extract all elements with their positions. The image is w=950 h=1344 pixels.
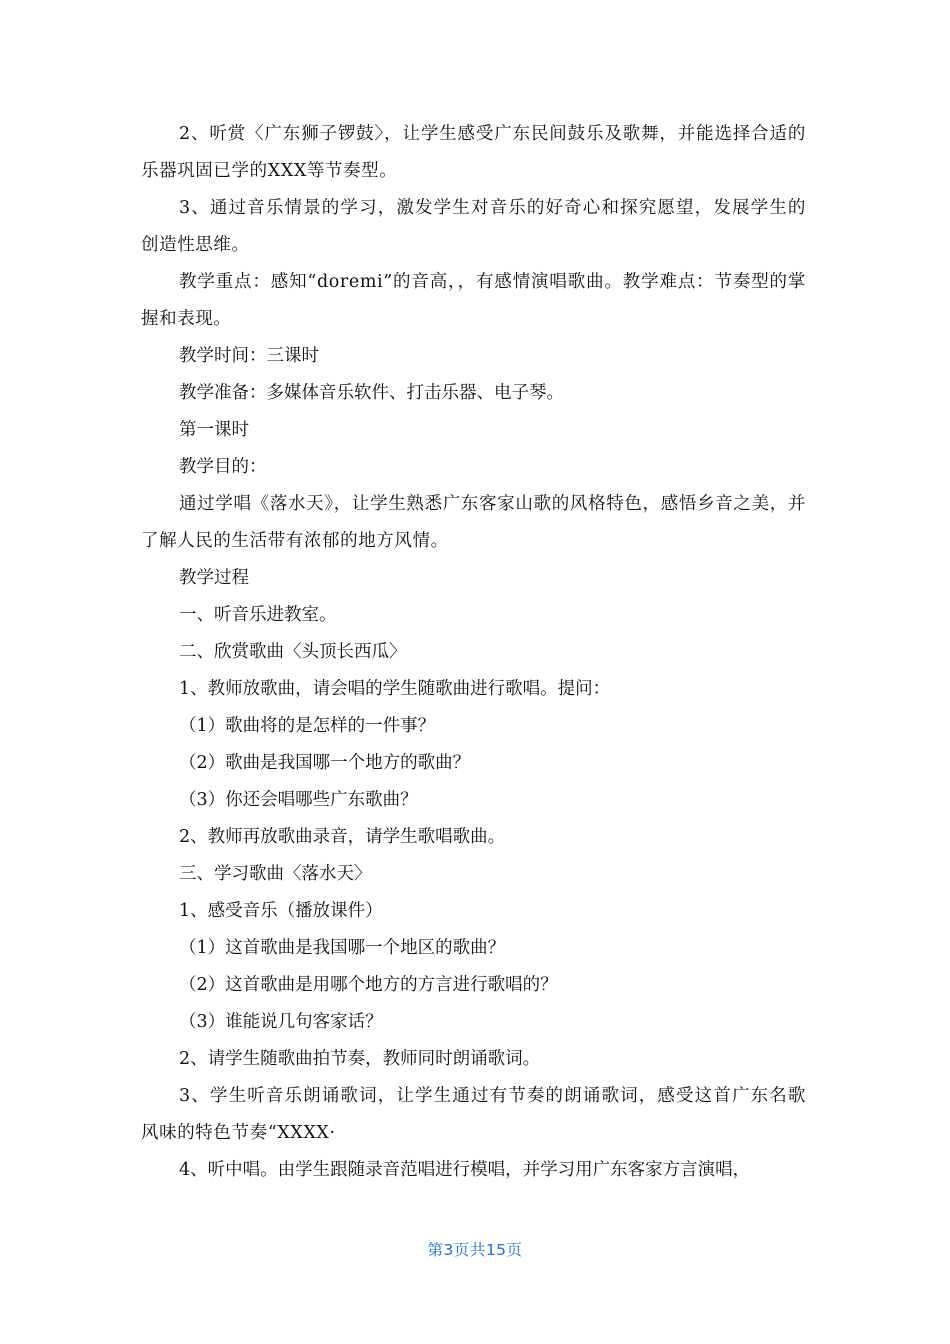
paragraph-teaching-focus: 教学重点：感知“doremi”的音高，，有感情演唱歌曲。教学难点：节奏型的掌握和表现。 <box>141 272 806 329</box>
paragraph-teaching-goal: 通过学唱《落水天》，让学生熟悉广东客家山歌的风格特色，感悟乡音之美，并了解人民的生活带有浓郁的地方风情。 <box>141 494 806 551</box>
paragraph-step-three: 三、学习歌曲〈落水天〉 <box>179 864 372 884</box>
paragraph-listen-lion-drums: 2、听赏〈广东狮子锣鼓〉，让学生感受广东民间鼓乐及歌舞，并能选择合适的乐器巩固已学的XXX等节奏型。 <box>141 124 806 181</box>
paragraph-teaching-process: 教学过程 <box>179 568 249 588</box>
paragraph-music-scene-learning: 3、通过音乐情景的学习，激发学生对音乐的好奇心和探究愿望，发展学生的创造性思维。 <box>141 198 806 255</box>
paragraph-step-two-2: 2、教师再放歌曲录音，请学生歌唱歌曲。 <box>179 827 506 847</box>
paragraph-step-two-1: 1、教师放歌曲，请会唱的学生随歌曲进行歌唱。提问： <box>179 679 611 699</box>
paragraph-region-question-2: （2）这首歌曲是用哪个地方的方言进行歌唱的？ <box>179 975 558 995</box>
paragraph-step-three-4: 4、听中唱。由学生跟随录音范唱进行模唱，并学习用广东客家方言演唱， <box>179 1160 751 1180</box>
paragraph-teaching-time: 教学时间：三课时 <box>179 346 319 366</box>
paragraph-step-three-1: 1、感受音乐（播放课件） <box>179 901 383 921</box>
paragraph-teaching-prep: 教学准备：多媒体音乐软件、打击乐器、电子琴。 <box>179 383 564 403</box>
document-body <box>141 116 806 1189</box>
paragraph-region-question-1: （1）这首歌曲是我国哪一个地区的歌曲？ <box>179 938 506 958</box>
paragraph-region-question-3: （3）谁能说几句客家话？ <box>179 1012 383 1032</box>
paragraph-teaching-goal-heading: 教学目的： <box>179 457 267 477</box>
paragraph-question-2: （2）歌曲是我国哪一个地方的歌曲？ <box>179 753 471 773</box>
paragraph-step-one: 一、听音乐进教室。 <box>179 605 337 625</box>
paragraph-first-lesson: 第一课时 <box>179 420 249 440</box>
paragraph-step-three-2: 2、请学生随歌曲拍节奏，教师同时朗诵歌词。 <box>179 1049 541 1069</box>
paragraph-step-three-3: 3、学生听音乐朗诵歌词，让学生通过有节奏的朗诵歌词，感受这首广东名歌风味的特色节奏“XXXX· <box>141 1086 806 1143</box>
paragraph-step-two: 二、欣赏歌曲〈头顶长西瓜〉 <box>179 642 407 662</box>
page-number-footer: 第3页共15页 <box>427 1241 523 1259</box>
paragraph-question-3: （3）你还会唱哪些广东歌曲？ <box>179 790 418 810</box>
paragraph-question-1: （1）歌曲将的是怎样的一件事？ <box>179 716 436 736</box>
